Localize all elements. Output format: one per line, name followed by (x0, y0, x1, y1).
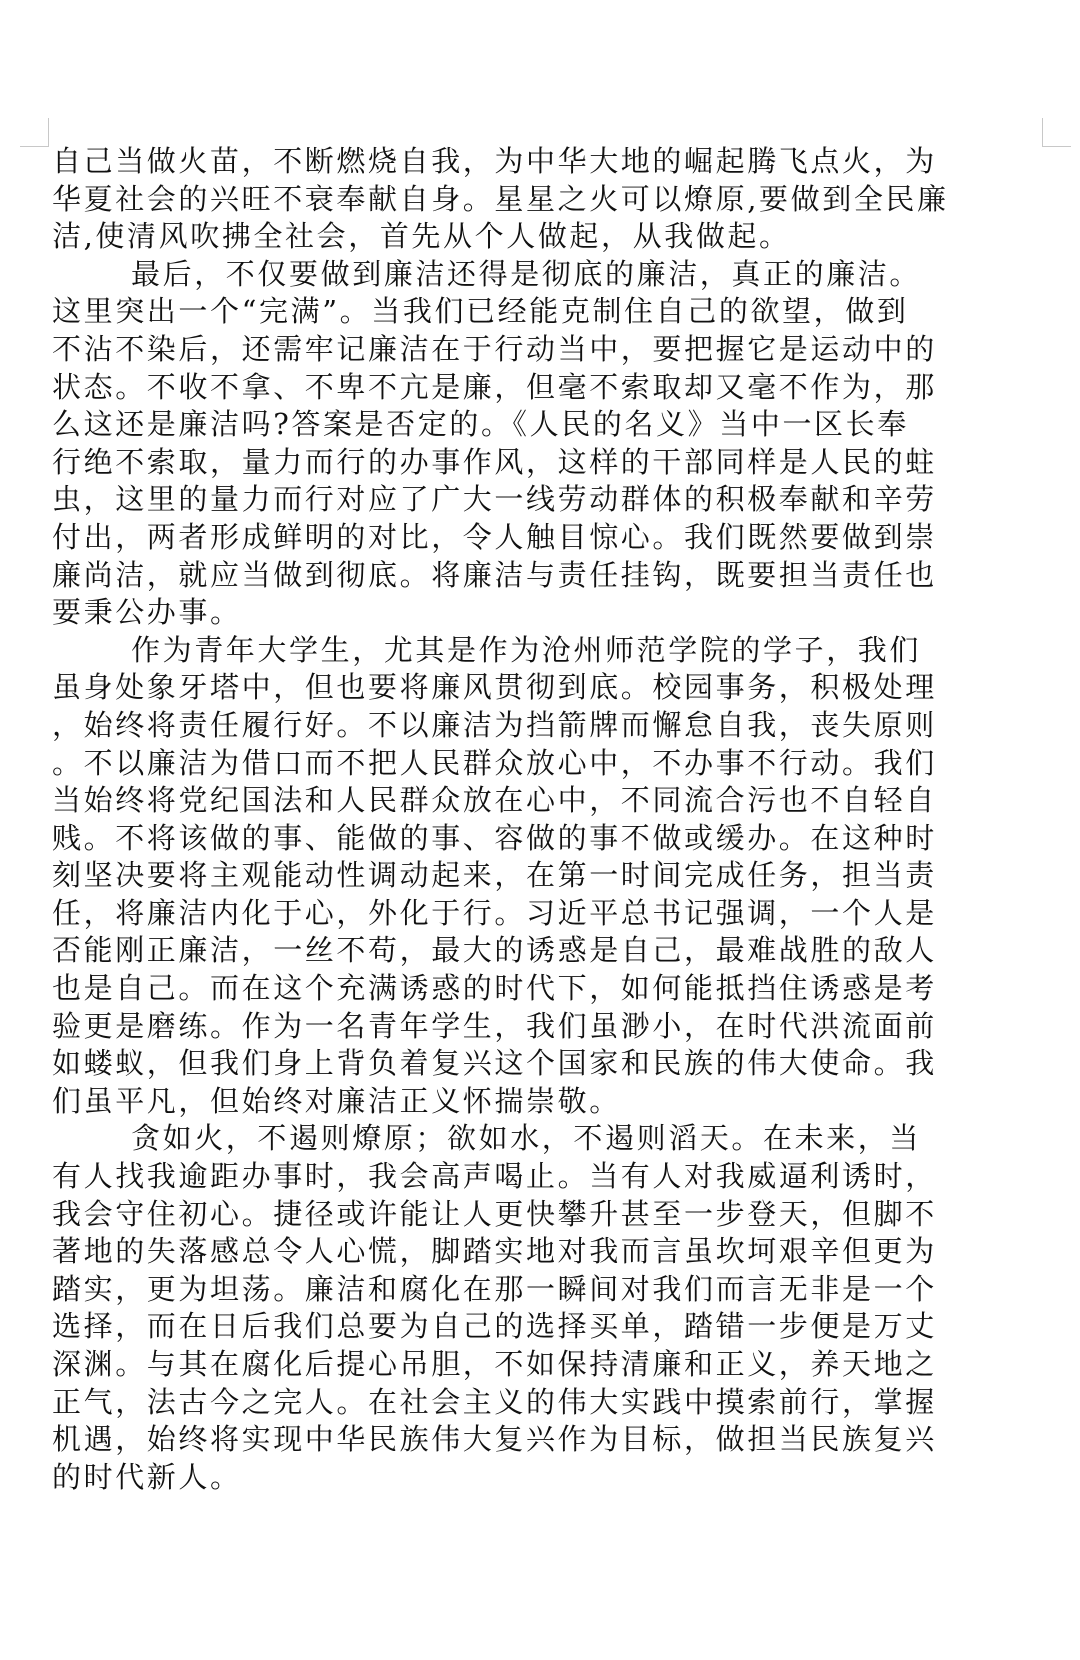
text-line: 也是自己。而在这个充满诱惑的时代下，如何能抵挡住诱惑是考 (52, 971, 937, 1006)
text-line: 么这还是廉洁吗?答案是否定的。《人民的名义》当中一区长奉 (52, 407, 909, 442)
text-line: 行绝不索取，量力而行的办事作风，这样的干部同样是人民的蛀 (52, 444, 937, 479)
text-line: 状态。不收不拿、不卑不亢是廉，但毫不索取却又毫不作为，那 (52, 369, 937, 404)
text-line: 付出，两者形成鲜明的对比，令人触目惊心。我们既然要做到崇 (52, 519, 937, 554)
text-line: 作为青年大学生，尤其是作为沧州师范学院的学子，我们 (131, 632, 922, 667)
text-line: 要秉公办事。 (52, 595, 242, 630)
paragraph-4 (52, 1120, 1042, 1496)
text-line: 贱。不将该做的事、能做的事、容做的事不做或缓办。在这种时 (52, 820, 937, 855)
crop-mark-top-right (1042, 118, 1071, 147)
text-line: 正气，法古今之完人。在社会主义的伟大实践中摸索前行，掌握 (52, 1384, 937, 1419)
text-line: 不沾不染后，还需牢记廉洁在于行动当中，要把握它是运动中的 (52, 331, 937, 366)
document-body (52, 143, 1042, 1496)
text-line: 刻坚决要将主观能动性调动起来，在第一时间完成任务，担当责 (52, 858, 937, 893)
text-line: 虫，这里的量力而行对应了广大一线劳动群体的积极奉献和辛劳 (52, 482, 937, 517)
text-line: 这里突出一个“完满”。当我们已经能克制住自己的欲望，做到 (52, 294, 909, 329)
text-line: 贪如火，不遏则燎原；欲如水，不遏则滔天。在未来，当 (131, 1121, 922, 1156)
text-line: 否能刚正廉洁，一丝不苟，最大的诱惑是自己，最难战胜的敌人 (52, 933, 937, 968)
text-line: 如蝼蚁，但我们身上背负着复兴这个国家和民族的伟大使命。我 (52, 1046, 937, 1081)
text-line: 深渊。与其在腐化后提心吊胆，不如保持清廉和正义，养天地之 (52, 1347, 937, 1381)
text-line: 当始终将党纪国法和人民群众放在心中，不同流合污也不自轻自 (52, 783, 937, 818)
text-line: 自己当做火苗，不断燃烧自我，为中华大地的崛起腾飞点火，为 (52, 144, 937, 178)
text-line: 机遇，始终将实现中华民族伟大复兴作为目标，做担当民族复兴 (52, 1422, 937, 1457)
paragraph-2 (52, 256, 1042, 632)
paragraph-3 (52, 632, 1042, 1121)
text-line: 有人找我逾距办事时，我会高声喝止。当有人对我威逼利诱时， (52, 1159, 937, 1194)
text-line: 最后，不仅要做到廉洁还得是彻底的廉洁，真正的廉洁。 (131, 256, 922, 291)
text-line: 选择，而在日后我们总要为自己的选择买单，踏错一步便是万丈 (52, 1309, 937, 1344)
text-line: ，始终将责任履行好。不以廉洁为挡箭牌而懈怠自我，丧失原则 (52, 707, 937, 742)
text-line: 著地的失落感总令人心慌，脚踏实地对我而言虽坎坷艰辛但更为 (52, 1234, 937, 1269)
text-line: 虽身处象牙塔中，但也要将廉风贯彻到底。校园事务，积极处理 (52, 670, 937, 705)
text-line: 任，将廉洁内化于心，外化于行。习近平总书记强调，一个人是 (52, 895, 937, 930)
text-line: 。不以廉洁为借口而不把人民群众放心中，不办事不行动。我们 (52, 745, 937, 780)
text-line: 华夏社会的兴旺不衰奉献自身。星星之火可以燎原,要做到全民廉 (52, 181, 949, 216)
text-line: 验更是磨练。作为一名青年学生，我们虽渺小，在时代洪流面前 (52, 1008, 937, 1043)
text-line: 踏实，更为坦荡。廉洁和腐化在那一瞬间对我们而言无非是一个 (52, 1271, 937, 1306)
text-line: 洁,使清风吹拂全社会，首先从个人做起，从我做起。 (52, 219, 791, 254)
text-line: 廉尚洁，就应当做到彻底。将廉洁与责任挂钩，既要担当责任也 (52, 557, 937, 592)
paragraph-1 (52, 143, 1042, 256)
text-line: 们虽平凡，但始终对廉洁正义怀揣崇敬。 (52, 1083, 621, 1118)
text-line: 我会守住初心。捷径或许能让人更快攀升甚至一步登天，但脚不 (52, 1196, 937, 1231)
crop-mark-top-left (20, 118, 49, 147)
text-line: 的时代新人。 (52, 1459, 242, 1494)
